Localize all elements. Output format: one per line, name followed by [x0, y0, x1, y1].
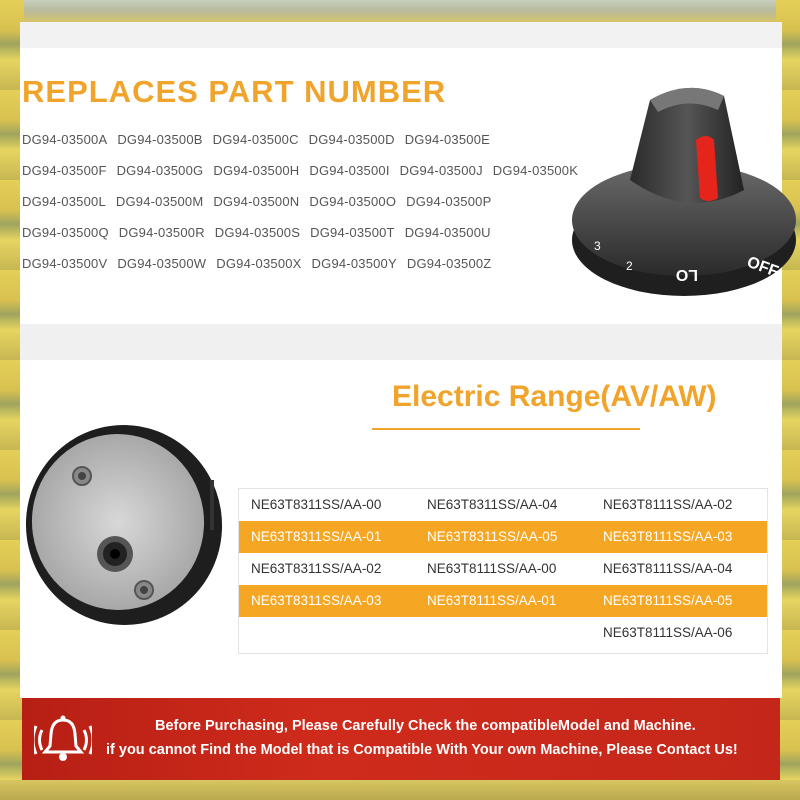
- title-underline: [372, 428, 640, 430]
- model-number-cell: [239, 617, 415, 649]
- part-number: DG94-03500A: [22, 132, 108, 147]
- knob-back-icon: [20, 410, 226, 640]
- part-number: DG94-03500R: [118, 225, 205, 240]
- table-row: [239, 585, 767, 617]
- model-number-cell: NE63T8311SS/AA-01: [251, 529, 382, 544]
- knob-label-lo: LO: [675, 266, 698, 283]
- panel-gap-middle: [20, 324, 782, 360]
- notice-line-1: Before Purchasing, Please Carefully Check the compatibleModel and Machine.: [155, 718, 696, 734]
- part-number: DG94-03500Q: [22, 225, 109, 240]
- part-number: DG94-03500J: [399, 163, 483, 178]
- model-number-cell: NE63T8111SS/AA-02: [603, 497, 733, 512]
- model-number-cell: NE63T8111SS/AA-05: [603, 593, 733, 608]
- replaces-part-number-panel: [20, 48, 782, 324]
- replaces-title: REPLACES PART NUMBER: [22, 74, 447, 109]
- part-number: DG94-03500T: [310, 225, 395, 240]
- part-number: DG94-03500F: [22, 163, 107, 178]
- part-number: DG94-03500Z: [406, 256, 492, 271]
- part-number: DG94-03500N: [213, 194, 300, 209]
- knob-label-2: 2: [626, 259, 633, 273]
- bell-ringing-icon: [34, 712, 92, 766]
- model-number-cell: NE63T8311SS/AA-04: [427, 497, 558, 512]
- model-number-cell: NE63T8111SS/AA-04: [603, 561, 733, 576]
- part-number: DG94-03500S: [214, 225, 301, 240]
- table-row: [239, 489, 767, 521]
- panel-gap-top: [20, 22, 782, 48]
- electric-range-panel: [20, 360, 782, 698]
- knob-label-3: 3: [594, 239, 601, 253]
- background-frame-bottom: [0, 780, 800, 800]
- part-number: DG94-03500K: [492, 163, 579, 178]
- part-number: DG94-03500C: [212, 132, 299, 147]
- model-number-cell: NE63T8111SS/AA-06: [603, 625, 733, 640]
- table-row: [239, 521, 767, 553]
- model-number-cell: NE63T8311SS/AA-05: [427, 529, 558, 544]
- model-number-cell: NE63T8311SS/AA-03: [251, 593, 382, 608]
- part-number: DG94-03500I: [309, 163, 390, 178]
- model-number-cell: NE63T8111SS/AA-03: [603, 529, 733, 544]
- knob-front-icon: [568, 70, 800, 300]
- part-number: DG94-03500E: [404, 132, 490, 147]
- part-number: DG94-03500H: [213, 163, 300, 178]
- compatible-model-table: [238, 488, 768, 654]
- part-number: DG94-03500Y: [311, 256, 397, 271]
- part-number: DG94-03500O: [309, 194, 397, 209]
- part-number: DG94-03500P: [406, 194, 492, 209]
- part-number: DG94-03500U: [404, 225, 491, 240]
- electric-range-title: Electric Range(AV/AW): [392, 380, 717, 413]
- notice-line-2: if you cannot Find the Model that is Compatible With Your own Machine, Please Contact Us!: [106, 742, 738, 758]
- knob-label-off: OFF: [744, 253, 781, 281]
- part-number: DG94-03500X: [216, 256, 302, 271]
- table-row: [239, 553, 767, 585]
- part-number: DG94-03500B: [117, 132, 203, 147]
- part-number: DG94-03500W: [117, 256, 207, 271]
- background-frame-top: [0, 0, 800, 22]
- part-number: DG94-03500G: [116, 163, 204, 178]
- table-row: [239, 617, 767, 649]
- model-number-cell: [415, 617, 591, 649]
- model-number-cell: NE63T8111SS/AA-01: [427, 593, 557, 608]
- part-number: DG94-03500D: [308, 132, 395, 147]
- part-number: DG94-03500L: [22, 194, 106, 209]
- notice-banner: [22, 698, 780, 780]
- part-number-list: [22, 130, 582, 285]
- model-number-cell: NE63T8311SS/AA-02: [251, 561, 382, 576]
- part-number: DG94-03500V: [22, 256, 108, 271]
- model-number-cell: NE63T8111SS/AA-00: [427, 561, 557, 576]
- model-number-cell: NE63T8311SS/AA-00: [251, 497, 382, 512]
- part-number: DG94-03500M: [115, 194, 204, 209]
